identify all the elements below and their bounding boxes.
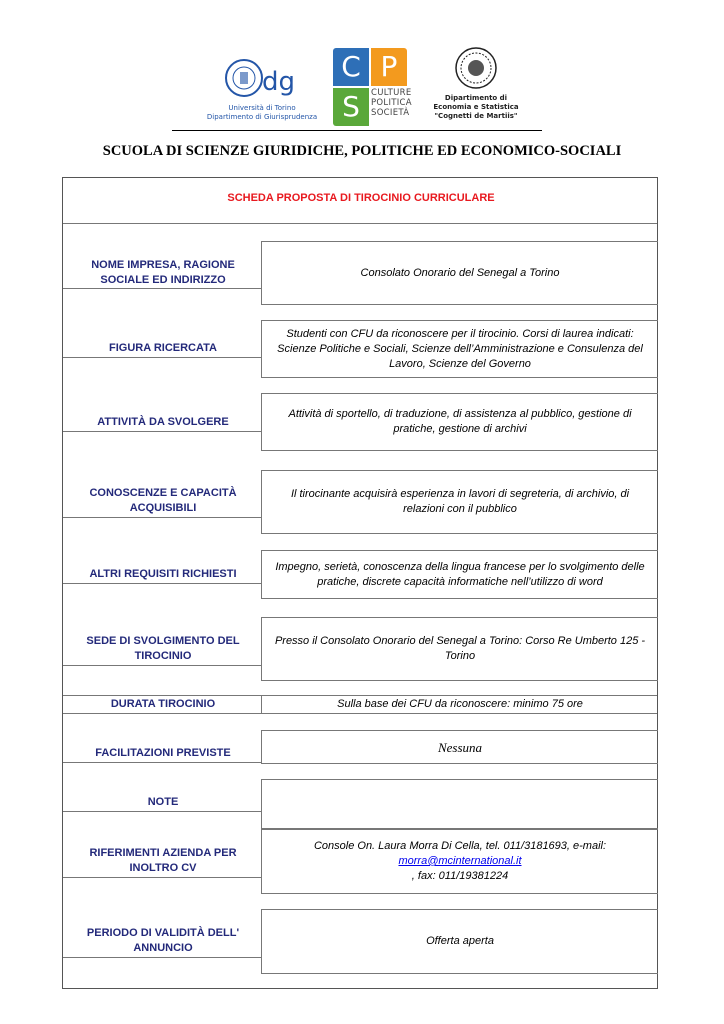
cps-text-2: POLITICA [371, 98, 412, 108]
label-note: NOTE [147, 796, 179, 808]
label-altri-requisiti: ALTRI REQUISITI RICHIESTI [89, 568, 237, 580]
value-text: Presso il Consolato Onorario del Senegal a Torino: Corso Re Umberto 125 - Torino [274, 635, 646, 662]
label-underline [63, 517, 261, 518]
label-underline [63, 665, 261, 666]
label-underline [63, 357, 261, 358]
label-underline [63, 762, 261, 763]
label-sede: SEDE DI SVOLGIMENTO DEL TIROCINIO [86, 635, 240, 662]
seal-icon [428, 46, 524, 92]
value-text: Nessuna [437, 739, 483, 755]
label-periodo: PERIODO DI VALIDITÀ DELL' ANNUNCIO [86, 927, 240, 954]
uni-caption [200, 104, 324, 122]
value-text: Consolato Onorario del Senegal a Torino [360, 266, 560, 279]
label-underline [63, 811, 261, 812]
label-riferimenti: RIFERIMENTI AZIENDA PER INOLTRO CV [89, 847, 237, 874]
label-attivita: ATTIVITÀ DA SVOLGERE [97, 416, 229, 428]
form-table [62, 177, 658, 989]
divider [63, 223, 657, 224]
cps-text-1: CULTURE [371, 88, 412, 98]
cps-letter-p: P [371, 48, 407, 86]
eco-line2: Economia e Statistica [433, 103, 519, 111]
cps-letter-c: C [333, 48, 369, 86]
value-nome-impresa [261, 241, 658, 305]
eco-line3: "Cognetti de Martiis" [434, 112, 518, 120]
label-underline [63, 957, 261, 958]
label-durata: DURATA TIROCINIO [110, 698, 216, 710]
uni-mark-text: dg [262, 67, 296, 97]
value-text: Offerta aperta [426, 935, 494, 947]
label-conoscenze: CONOSCENZE E CAPACITÀ ACQUISIBILI [89, 487, 237, 514]
value-text: Impegno, serietà, conoscenza della lingua francese per lo svolgimento delle pratiche, discrete capacità informatiche nell’utilizzo di word [275, 560, 645, 588]
economia-logo [428, 46, 524, 128]
value-note [261, 779, 658, 829]
email-link[interactable]: morra@mcinternational.it [398, 855, 522, 867]
value-facilitazioni [261, 730, 658, 764]
value-figura-ricercata [261, 320, 658, 378]
value-durata [261, 695, 658, 714]
label-underline [63, 288, 261, 289]
label-underline [63, 431, 261, 432]
value-altri-requisiti [261, 550, 658, 599]
value-periodo [261, 909, 658, 974]
eco-caption [428, 94, 524, 121]
eco-line1: Dipartimento di [444, 94, 508, 102]
label-underline [63, 583, 261, 584]
value-sede [261, 617, 658, 681]
label-underline [63, 877, 261, 878]
value-text: Sulla base dei CFU da riconoscere: minimo 75 ore [337, 698, 583, 710]
value-text: Attività di sportello, di traduzione, di assistenza al pubblico, gestione di pratiche, gestione di archivi [288, 408, 632, 435]
value-conoscenze [261, 470, 658, 534]
cps-letter-s: S [333, 88, 369, 126]
label-figura-ricercata: FIGURA RICERCATA [109, 342, 217, 354]
label-nome-impresa: NOME IMPRESA, RAGIONE SOCIALE ED INDIRIZZO [91, 259, 235, 286]
header-divider [172, 130, 542, 131]
cps-caption [371, 88, 412, 118]
logo-header [0, 44, 724, 130]
label-facilitazioni: FACILITAZIONI PREVISTE [95, 747, 231, 759]
uni-line2: Dipartimento di Giurisprudenza [206, 113, 318, 121]
value-riferimenti [261, 829, 658, 894]
contact-text: Console On. Laura Morra Di Cella, tel. 011/3181693, e-mail: [313, 840, 607, 852]
university-seal-icon [200, 52, 324, 104]
value-text: Il tirocinante acquisirà esperienza in lavori di segreteria, di archivio, di relazioni con il pubblico [290, 488, 630, 515]
university-torino-logo [200, 52, 324, 124]
value-text [314, 839, 606, 884]
value-attivita [261, 393, 658, 451]
uni-line1: Università di Torino [228, 104, 296, 112]
value-text: Studenti con CFU da riconoscere per il tirocinio. Corsi di laurea indicati: Scienze Politiche e Sociali, Scienze dell’Amministrazione e Consulenza del Lavoro, Scienze del Governo [277, 327, 643, 370]
cps-logo [333, 48, 412, 126]
fax-text: , fax: 011/19381224 [411, 870, 509, 882]
form-title: SCHEDA PROPOSTA DI TIROCINIO CURRICULARE [227, 192, 495, 204]
cps-text-3: SOCIETÀ [371, 108, 410, 118]
school-title: SCUOLA DI SCIENZE GIURIDICHE, POLITICHE ED ECONOMICO-SOCIALI [102, 143, 622, 159]
